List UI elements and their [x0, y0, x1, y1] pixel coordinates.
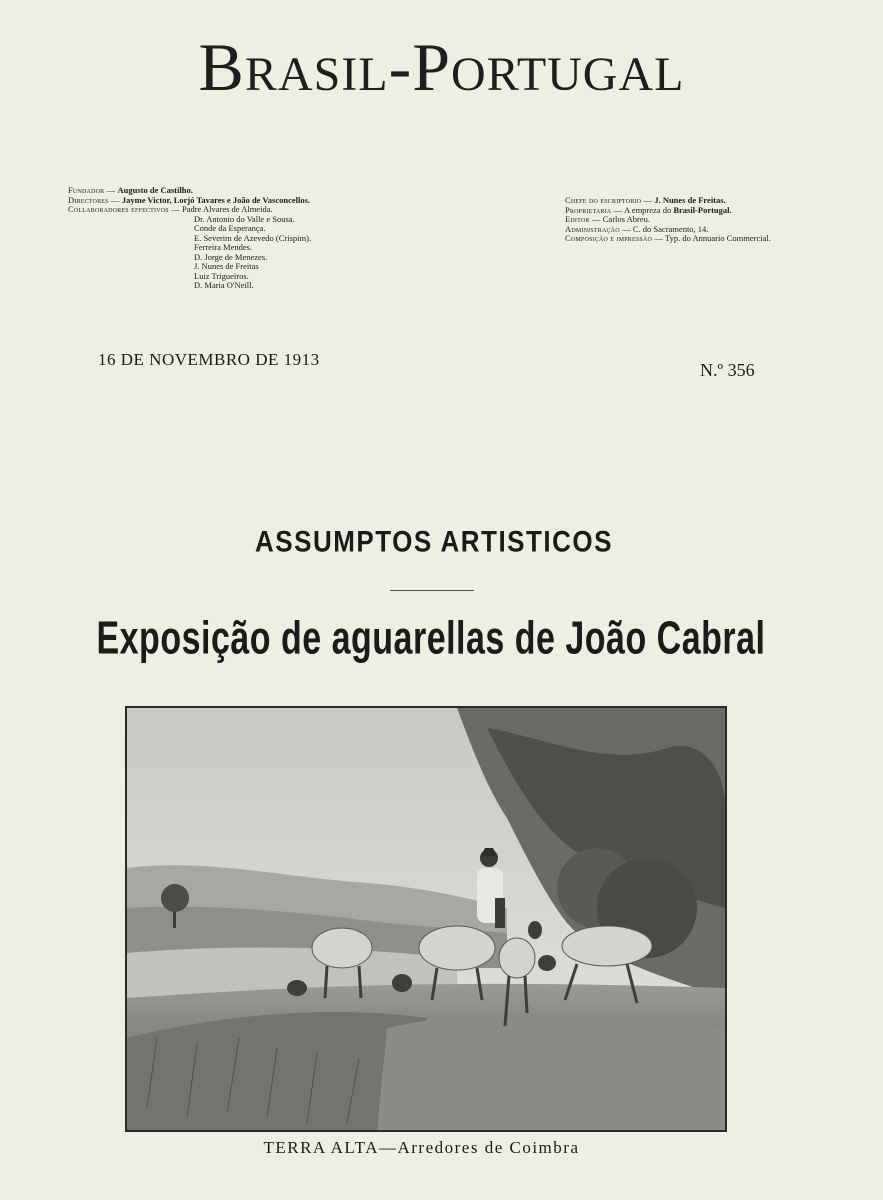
collaborator-name: Padre Alvares de Almeida. — [181, 204, 273, 214]
print-text: Typ. do Annuario Commercial. — [665, 233, 771, 243]
divider-rule — [390, 590, 474, 591]
collaborator-name: J. Nunes de Freitas — [194, 261, 259, 271]
watercolor-illustration — [125, 706, 727, 1132]
article-headline: Exposição de aguarellas de João Cabral — [96, 613, 766, 665]
credits-left — [68, 186, 448, 291]
credit-print — [565, 234, 825, 244]
collaborator-name: Luiz Trigueiros. — [194, 270, 249, 281]
collaborator-name: D. Jorge de Menezes. — [194, 251, 268, 262]
illustration-caption — [0, 1138, 843, 1158]
founder-name: Augusto de Castilho. — [117, 185, 193, 195]
section-title: ASSUMPTOS ARTISTICOS — [255, 523, 613, 559]
caption-rest: —Arredores de Coimbra — [378, 1138, 580, 1157]
directors-role: Directores — — [68, 194, 120, 205]
collaborator-name: Ferreira Mendes. — [194, 242, 253, 252]
owner-text: A empreza do — [624, 204, 672, 215]
masthead-title: Brasil-Portugal — [198, 29, 685, 105]
editor-name: Carlos Abreu. — [602, 214, 650, 224]
credits-right — [565, 196, 825, 244]
founder-role: Fundador — — [68, 185, 116, 195]
landscape-with-sheep-image — [127, 708, 725, 1130]
chief-role: Chefe do escriptorio — — [565, 195, 653, 205]
collaborator-name: Dr. Antonio do Valle e Sousa. — [194, 213, 295, 224]
collaborator-name: Conde da Esperança. — [194, 223, 266, 233]
admin-role: Administração — — [565, 223, 631, 234]
caption-main: TERRA ALTA — [263, 1138, 379, 1157]
chief-name: J. Nunes de Freitas. — [654, 195, 726, 205]
collaborator-name: E. Severim de Azevedo (Crispim). — [194, 232, 312, 243]
editor-role: Editor — — [565, 214, 601, 224]
admin-text: C. do Sacramento, 14. — [632, 223, 709, 234]
collaborator-name: D. Maria O'Neill. — [194, 280, 254, 290]
print-role: Composição e impressão — — [565, 233, 664, 243]
owner-role: Proprietaria — — [565, 204, 623, 215]
issue-date: 16 DE NOVEMBRO DE 1913 — [98, 350, 320, 369]
issue-number: N.º 356 — [700, 360, 755, 380]
owner-name: Brasil-Portugal. — [673, 204, 732, 215]
collaborators-role: Collaboradores effectivos — — [68, 204, 180, 214]
directors-names: Jayme Victor, Lorjó Tavares e João de Vasconcellos. — [121, 194, 311, 205]
